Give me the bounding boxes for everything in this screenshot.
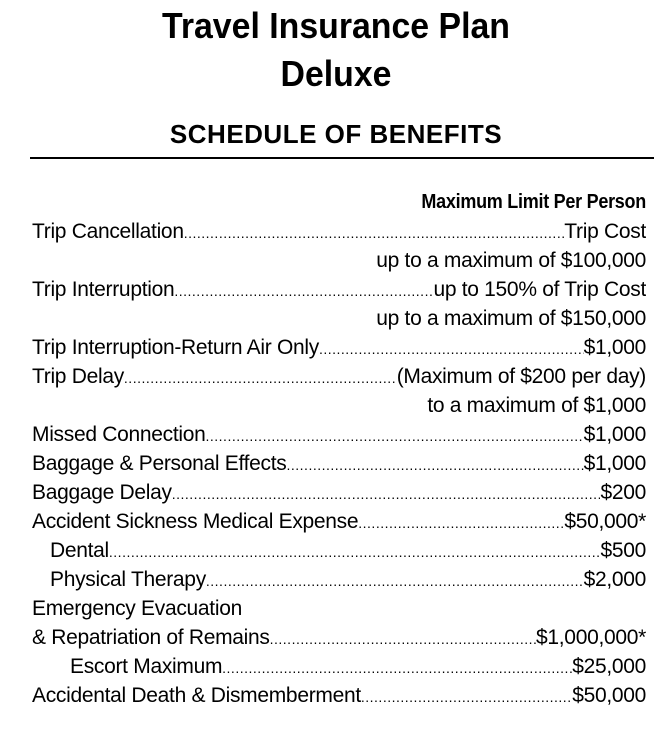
dot-leader [206, 567, 584, 594]
benefit-label: Baggage Delay [32, 481, 172, 504]
benefits-table [32, 188, 646, 710]
benefit-amount-continuation: to a maximum of $1,000 [427, 394, 646, 417]
benefit-amount: $500 [600, 539, 646, 562]
benefit-amount: $50,000 [572, 684, 646, 707]
benefit-row-repatriation [32, 623, 646, 652]
benefit-label: Dental [50, 539, 109, 562]
benefit-row-dental [32, 536, 646, 565]
dot-leader [270, 625, 536, 652]
dot-leader [319, 335, 584, 362]
benefit-label: Trip Cancellation [32, 220, 184, 243]
dot-leader [184, 219, 565, 246]
document-title: Travel Insurance Plan [162, 5, 510, 46]
dot-leader [124, 364, 397, 391]
benefit-amount: $200 [600, 481, 646, 504]
benefit-label: Missed Connection [32, 423, 206, 446]
benefit-amount: $1,000 [583, 452, 646, 475]
benefit-row-baggage-personal-effects [32, 449, 646, 478]
benefit-row-missed-connection [32, 420, 646, 449]
dot-leader [174, 277, 433, 304]
benefit-amount-continuation: up to a maximum of $150,000 [376, 307, 646, 330]
benefit-label: Physical Therapy [50, 568, 206, 591]
benefit-amount: Trip Cost [564, 220, 646, 243]
benefit-label: Escort Maximum [70, 655, 223, 678]
benefit-row-return-air-only [32, 333, 646, 362]
benefit-amount-continuation: up to a maximum of $100,000 [376, 249, 646, 272]
benefit-amount: $1,000 [583, 336, 646, 359]
benefit-row-emergency-evacuation [32, 594, 646, 623]
benefit-amount: (Maximum of $200 per day) [396, 365, 646, 388]
benefit-amount: $1,000 [583, 423, 646, 446]
dot-leader [358, 509, 564, 536]
benefit-row-trip-delay [32, 362, 646, 391]
dot-leader [287, 451, 584, 478]
dot-leader [109, 538, 601, 565]
benefit-amount: $1,000,000* [536, 626, 646, 649]
benefit-row-physical-therapy [32, 565, 646, 594]
benefit-label: & Repatriation of Remains [32, 626, 270, 649]
column-header-max-limit: Maximum Limit Per Person [421, 191, 646, 213]
section-heading: SCHEDULE OF BENEFITS [169, 119, 503, 149]
benefit-row-trip-interruption [32, 275, 646, 304]
dot-leader [206, 422, 584, 449]
document-title-plan-name: Deluxe [280, 53, 392, 94]
dot-leader [222, 654, 572, 681]
benefit-amount: $25,000 [572, 655, 646, 678]
benefit-label: Trip Interruption [32, 278, 175, 301]
benefit-amount: up to 150% of Trip Cost [433, 278, 646, 301]
benefit-amount: $2,000 [583, 568, 646, 591]
benefit-label: Accident Sickness Medical Expense [32, 510, 359, 533]
benefit-label: Trip Delay [32, 365, 124, 388]
benefit-label: Emergency Evacuation [32, 597, 242, 620]
benefit-row-accidental-death [32, 681, 646, 710]
benefit-label: Baggage & Personal Effects [32, 452, 287, 475]
benefit-label: Accidental Death & Dismemberment [32, 684, 361, 707]
benefit-row-escort-maximum [32, 652, 646, 681]
heading-divider [30, 157, 654, 159]
dot-leader [172, 480, 601, 507]
benefit-row-baggage-delay [32, 478, 646, 507]
benefit-row-trip-cancellation [32, 217, 646, 246]
dot-leader [361, 683, 572, 710]
benefit-amount: $50,000* [564, 510, 646, 533]
benefit-row-medical-expense [32, 507, 646, 536]
benefit-label: Trip Interruption-Return Air Only [32, 336, 319, 359]
